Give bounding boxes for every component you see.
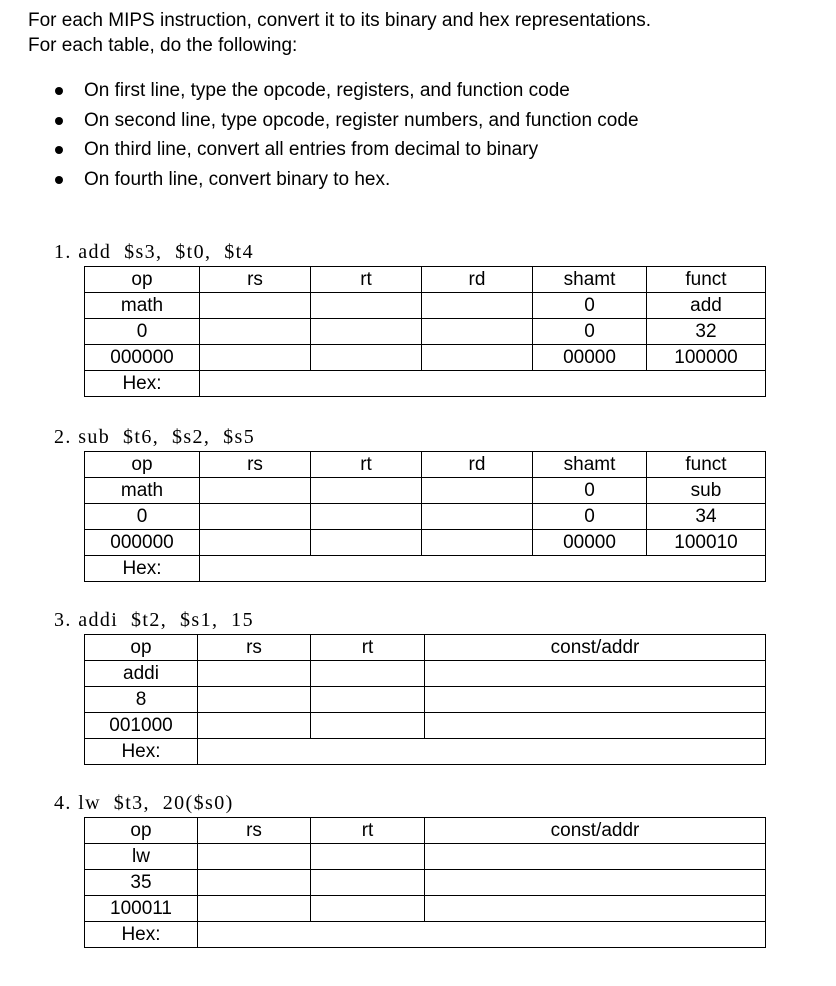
cell-op: math [85,293,200,319]
problem-1-instruction: 1. add $s3, $t0, $t4 [54,241,254,263]
intro-line-2: For each table, do the following: [28,35,298,56]
bullet-text: On first line, type the opcode, registers, and function code [84,80,570,101]
cell-rs[interactable] [200,530,311,556]
header-op: op [85,818,198,844]
hex-label: Hex: [85,739,198,765]
table-row [85,870,766,896]
hex-row [85,556,766,582]
cell-op: math [85,478,200,504]
header-rt: rt [311,267,422,293]
cell-rt[interactable] [311,661,425,687]
problem-2-instruction: 2. sub $t6, $s2, $s5 [54,426,256,448]
problem-3-instruction: 3. addi $t2, $s1, 15 [54,609,254,631]
cell-op: 35 [85,870,198,896]
cell-rs[interactable] [200,319,311,345]
cell-rd[interactable] [422,530,533,556]
cell-rd[interactable] [422,478,533,504]
hex-row [85,739,766,765]
bullet-item [52,165,639,195]
header-shamt: shamt [533,452,647,478]
cell-rs[interactable] [198,870,311,896]
cell-rd[interactable] [422,319,533,345]
header-rd: rd [422,267,533,293]
cell-rt[interactable] [311,687,425,713]
table-header-row [85,452,766,478]
bullet-text: On third line, convert all entries from decimal to binary [84,139,539,160]
table-row [85,687,766,713]
hex-value-cell[interactable] [200,371,766,397]
problem-4 [54,791,766,948]
cell-funct: add [647,293,766,319]
hex-label: Hex: [85,922,198,948]
cell-const-addr[interactable] [425,870,766,896]
table-row [85,319,766,345]
problem-2-table [84,451,766,582]
cell-op: 0 [85,504,200,530]
cell-rt[interactable] [311,345,422,371]
cell-rs[interactable] [198,713,311,739]
hex-value-cell[interactable] [198,739,766,765]
cell-rt[interactable] [311,896,425,922]
cell-rs[interactable] [200,504,311,530]
header-rs: rs [198,635,311,661]
intro-line-1: For each MIPS instruction, convert it to its binary and hex representations. [28,10,652,31]
cell-shamt: 0 [533,504,647,530]
header-rs: rs [200,452,311,478]
header-rs: rs [200,267,311,293]
table-row [85,844,766,870]
header-rt: rt [311,818,425,844]
cell-op: 000000 [85,345,200,371]
header-const-addr: const/addr [425,635,766,661]
cell-rt[interactable] [311,530,422,556]
cell-rd[interactable] [422,504,533,530]
cell-shamt: 00000 [533,345,647,371]
bullet-item [52,135,639,165]
header-op: op [85,452,200,478]
cell-rs[interactable] [198,844,311,870]
table-row [85,504,766,530]
bullet-text: On fourth line, convert binary to hex. [84,168,391,190]
table-row [85,661,766,687]
cell-const-addr[interactable] [425,713,766,739]
bullet-dot-icon [55,146,63,154]
table-row [85,530,766,556]
bullet-item [52,106,639,136]
header-funct: funct [647,452,766,478]
cell-rs[interactable] [198,687,311,713]
cell-op: 8 [85,687,198,713]
cell-rt[interactable] [311,870,425,896]
hex-label: Hex: [85,556,200,582]
table-header-row [85,267,766,293]
bullet-text: On second line, type opcode, register numbers, and function code [84,109,639,131]
bullet-dot-icon [55,176,63,184]
header-const-addr: const/addr [425,818,766,844]
cell-rs[interactable] [198,661,311,687]
header-shamt: shamt [533,267,647,293]
header-op: op [85,635,198,661]
table-row [85,713,766,739]
cell-funct: 100000 [647,345,766,371]
problem-4-instruction: 4. lw $t3, 20($s0) [54,792,234,814]
bullet-dot-icon [55,117,63,125]
table-header-row [85,635,766,661]
cell-shamt: 00000 [533,530,647,556]
hex-value-cell[interactable] [200,556,766,582]
cell-const-addr[interactable] [425,661,766,687]
cell-rd[interactable] [422,293,533,319]
problem-3 [54,608,766,765]
cell-const-addr[interactable] [425,844,766,870]
bullet-item [52,76,639,106]
cell-op: 000000 [85,530,200,556]
cell-op: lw [85,844,198,870]
cell-op: 001000 [85,713,198,739]
cell-rt[interactable] [311,504,422,530]
cell-funct: sub [647,478,766,504]
cell-rs[interactable] [200,478,311,504]
cell-rt[interactable] [311,478,422,504]
cell-op: addi [85,661,198,687]
bullet-dot-icon [55,87,63,95]
instructions-intro [28,8,651,58]
cell-funct: 100010 [647,530,766,556]
problem-3-table [84,634,766,765]
cell-rt[interactable] [311,844,425,870]
cell-rs[interactable] [198,896,311,922]
cell-funct: 34 [647,504,766,530]
cell-shamt: 0 [533,293,647,319]
header-rt: rt [311,452,422,478]
cell-rt[interactable] [311,713,425,739]
cell-rt[interactable] [311,319,422,345]
table-header-row [85,818,766,844]
cell-const-addr[interactable] [425,687,766,713]
cell-shamt: 0 [533,478,647,504]
table-row [85,345,766,371]
header-rt: rt [311,635,425,661]
cell-rd[interactable] [422,345,533,371]
problem-1 [54,240,766,397]
hex-value-cell[interactable] [198,922,766,948]
problem-4-table [84,817,766,948]
cell-rs[interactable] [200,293,311,319]
header-op: op [85,267,200,293]
cell-rs[interactable] [200,345,311,371]
table-row [85,293,766,319]
cell-funct: 32 [647,319,766,345]
header-rs: rs [198,818,311,844]
cell-op: 0 [85,319,200,345]
hex-label: Hex: [85,371,200,397]
table-row [85,478,766,504]
hex-row [85,371,766,397]
instruction-bullet-list [52,76,639,194]
table-row [85,896,766,922]
hex-row [85,922,766,948]
cell-rt[interactable] [311,293,422,319]
cell-const-addr[interactable] [425,896,766,922]
cell-shamt: 0 [533,319,647,345]
problem-1-table [84,266,766,397]
header-funct: funct [647,267,766,293]
cell-op: 100011 [85,896,198,922]
header-rd: rd [422,452,533,478]
problem-2 [54,425,766,582]
